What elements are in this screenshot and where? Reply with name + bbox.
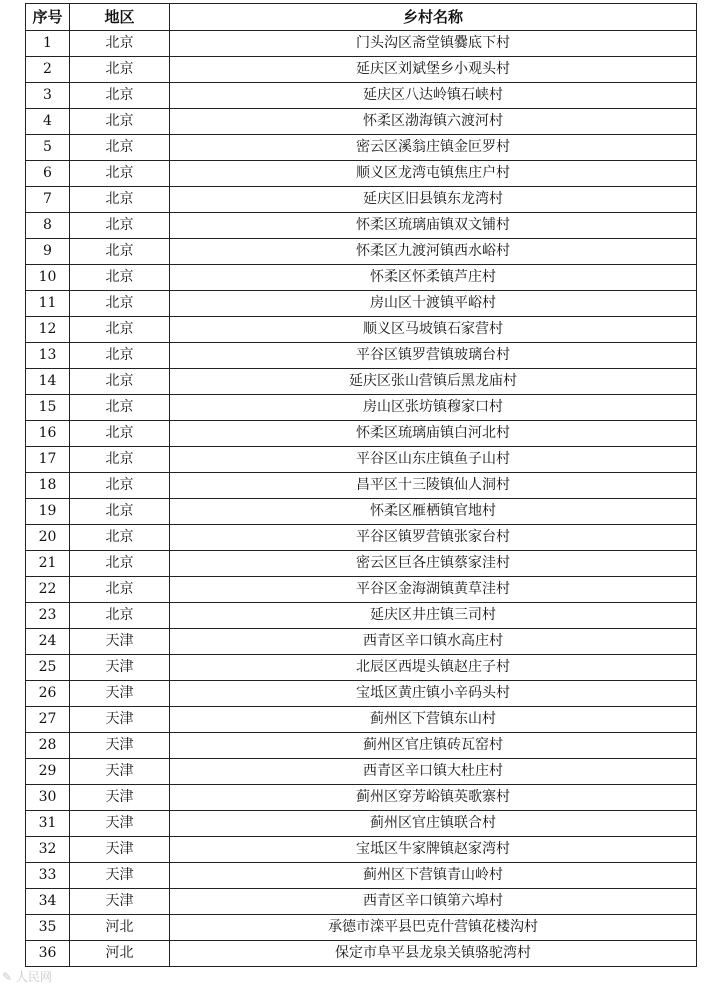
cell-index: 24 [26,629,70,655]
cell-region: 北京 [70,473,170,499]
cell-village-name: 宝坻区黄庄镇小辛码头村 [170,681,697,707]
table-row [26,889,697,915]
header-index: 序号 [26,4,70,31]
cell-village-name: 平谷区镇罗营镇张家台村 [170,525,697,551]
table-row [26,369,697,395]
cell-region: 天津 [70,733,170,759]
table-row [26,239,697,265]
cell-region: 北京 [70,187,170,213]
table-row [26,915,697,941]
table-row [26,265,697,291]
header-region: 地区 [70,4,170,31]
cell-village-name: 蓟州区下营镇青山岭村 [170,863,697,889]
cell-village-name: 延庆区井庄镇三司村 [170,603,697,629]
table-row [26,213,697,239]
cell-region: 天津 [70,811,170,837]
document-page [25,3,697,967]
cell-index: 31 [26,811,70,837]
cell-index: 21 [26,551,70,577]
table-row [26,317,697,343]
table-row [26,57,697,83]
cell-region: 北京 [70,499,170,525]
cell-index: 27 [26,707,70,733]
cell-village-name: 顺义区龙湾屯镇焦庄户村 [170,161,697,187]
table-row [26,551,697,577]
village-table [25,3,697,967]
cell-index: 35 [26,915,70,941]
table-row [26,525,697,551]
table-row [26,837,697,863]
cell-village-name: 怀柔区渤海镇六渡河村 [170,109,697,135]
cell-region: 北京 [70,343,170,369]
table-row [26,655,697,681]
cell-village-name: 平谷区山东庄镇鱼子山村 [170,447,697,473]
cell-index: 26 [26,681,70,707]
cell-index: 8 [26,213,70,239]
cell-region: 天津 [70,655,170,681]
cell-village-name: 怀柔区雁栖镇官地村 [170,499,697,525]
cell-region: 北京 [70,317,170,343]
cell-village-name: 平谷区金海湖镇黄草洼村 [170,577,697,603]
cell-region: 天津 [70,837,170,863]
cell-region: 北京 [70,57,170,83]
cell-region: 北京 [70,551,170,577]
cell-index: 32 [26,837,70,863]
cell-index: 29 [26,759,70,785]
cell-village-name: 北辰区西堤头镇赵庄子村 [170,655,697,681]
cell-index: 4 [26,109,70,135]
cell-village-name: 密云区巨各庄镇蔡家洼村 [170,551,697,577]
header-village-name: 乡村名称 [170,4,697,31]
cell-region: 北京 [70,525,170,551]
cell-region: 北京 [70,421,170,447]
cell-region: 天津 [70,759,170,785]
cell-village-name: 房山区十渡镇平峪村 [170,291,697,317]
cell-village-name: 蓟州区下营镇东山村 [170,707,697,733]
table-row [26,135,697,161]
cell-index: 25 [26,655,70,681]
cell-village-name: 怀柔区琉璃庙镇白河北村 [170,421,697,447]
table-row [26,577,697,603]
cell-village-name: 密云区溪翁庄镇金叵罗村 [170,135,697,161]
cell-index: 16 [26,421,70,447]
table-row [26,447,697,473]
cell-village-name: 保定市阜平县龙泉关镇骆驼湾村 [170,941,697,967]
cell-index: 19 [26,499,70,525]
cell-index: 9 [26,239,70,265]
cell-index: 33 [26,863,70,889]
cell-index: 22 [26,577,70,603]
cell-region: 天津 [70,681,170,707]
table-row [26,785,697,811]
cell-region: 北京 [70,31,170,57]
cell-index: 12 [26,317,70,343]
cell-village-name: 延庆区八达岭镇石峡村 [170,83,697,109]
cell-region: 北京 [70,161,170,187]
cell-index: 15 [26,395,70,421]
table-row [26,473,697,499]
cell-index: 5 [26,135,70,161]
table-row [26,31,697,57]
cell-village-name: 延庆区刘斌堡乡小观头村 [170,57,697,83]
table-row [26,863,697,889]
cell-region: 天津 [70,785,170,811]
cell-index: 13 [26,343,70,369]
cell-village-name: 顺义区马坡镇石家营村 [170,317,697,343]
table-row [26,83,697,109]
table-row [26,161,697,187]
cell-region: 天津 [70,889,170,915]
cell-region: 北京 [70,109,170,135]
cell-village-name: 西青区辛口镇水高庄村 [170,629,697,655]
table-row [26,707,697,733]
cell-village-name: 蓟州区穿芳峪镇英歌寨村 [170,785,697,811]
cell-index: 11 [26,291,70,317]
cell-village-name: 蓟州区官庄镇砖瓦窑村 [170,733,697,759]
cell-village-name: 蓟州区官庄镇联合村 [170,811,697,837]
cell-region: 北京 [70,83,170,109]
cell-region: 天津 [70,629,170,655]
cell-village-name: 西青区辛口镇第六埠村 [170,889,697,915]
cell-village-name: 承德市滦平县巴克什营镇花楼沟村 [170,915,697,941]
cell-index: 3 [26,83,70,109]
watermark-logo [2,968,52,985]
table-row [26,109,697,135]
cell-village-name: 昌平区十三陵镇仙人洞村 [170,473,697,499]
cell-region: 天津 [70,707,170,733]
cell-village-name: 怀柔区九渡河镇西水峪村 [170,239,697,265]
table-row [26,291,697,317]
watermark-text: 人民网 [15,970,52,984]
cell-village-name: 平谷区镇罗营镇玻璃台村 [170,343,697,369]
cell-index: 1 [26,31,70,57]
cell-village-name: 门头沟区斋堂镇爨底下村 [170,31,697,57]
cell-region: 北京 [70,395,170,421]
cell-index: 23 [26,603,70,629]
cell-index: 10 [26,265,70,291]
table-row [26,681,697,707]
table-row [26,629,697,655]
table-row [26,941,697,967]
cell-region: 北京 [70,213,170,239]
cell-region: 北京 [70,239,170,265]
cell-index: 30 [26,785,70,811]
cell-index: 20 [26,525,70,551]
cell-region: 北京 [70,603,170,629]
cell-index: 14 [26,369,70,395]
cell-village-name: 怀柔区琉璃庙镇双文铺村 [170,213,697,239]
table-row [26,733,697,759]
table-row [26,421,697,447]
cell-village-name: 西青区辛口镇大杜庄村 [170,759,697,785]
cell-region: 北京 [70,577,170,603]
cell-village-name: 延庆区张山营镇后黑龙庙村 [170,369,697,395]
table-row [26,811,697,837]
table-header-row [26,4,697,31]
table-row [26,343,697,369]
cell-index: 6 [26,161,70,187]
cell-village-name: 房山区张坊镇穆家口村 [170,395,697,421]
cell-index: 36 [26,941,70,967]
table-body [26,31,697,967]
cell-index: 18 [26,473,70,499]
cell-region: 天津 [70,863,170,889]
cell-index: 7 [26,187,70,213]
cell-village-name: 延庆区旧县镇东龙湾村 [170,187,697,213]
watermark-icon: ✎ [2,970,16,984]
table-row [26,395,697,421]
table-row [26,603,697,629]
cell-region: 北京 [70,135,170,161]
cell-index: 28 [26,733,70,759]
cell-region: 河北 [70,941,170,967]
cell-village-name: 怀柔区怀柔镇芦庄村 [170,265,697,291]
cell-index: 17 [26,447,70,473]
cell-index: 2 [26,57,70,83]
table-row [26,187,697,213]
cell-region: 北京 [70,265,170,291]
cell-region: 北京 [70,291,170,317]
table-row [26,499,697,525]
table-row [26,759,697,785]
cell-village-name: 宝坻区牛家牌镇赵家湾村 [170,837,697,863]
cell-region: 北京 [70,447,170,473]
cell-index: 34 [26,889,70,915]
cell-region: 河北 [70,915,170,941]
cell-region: 北京 [70,369,170,395]
